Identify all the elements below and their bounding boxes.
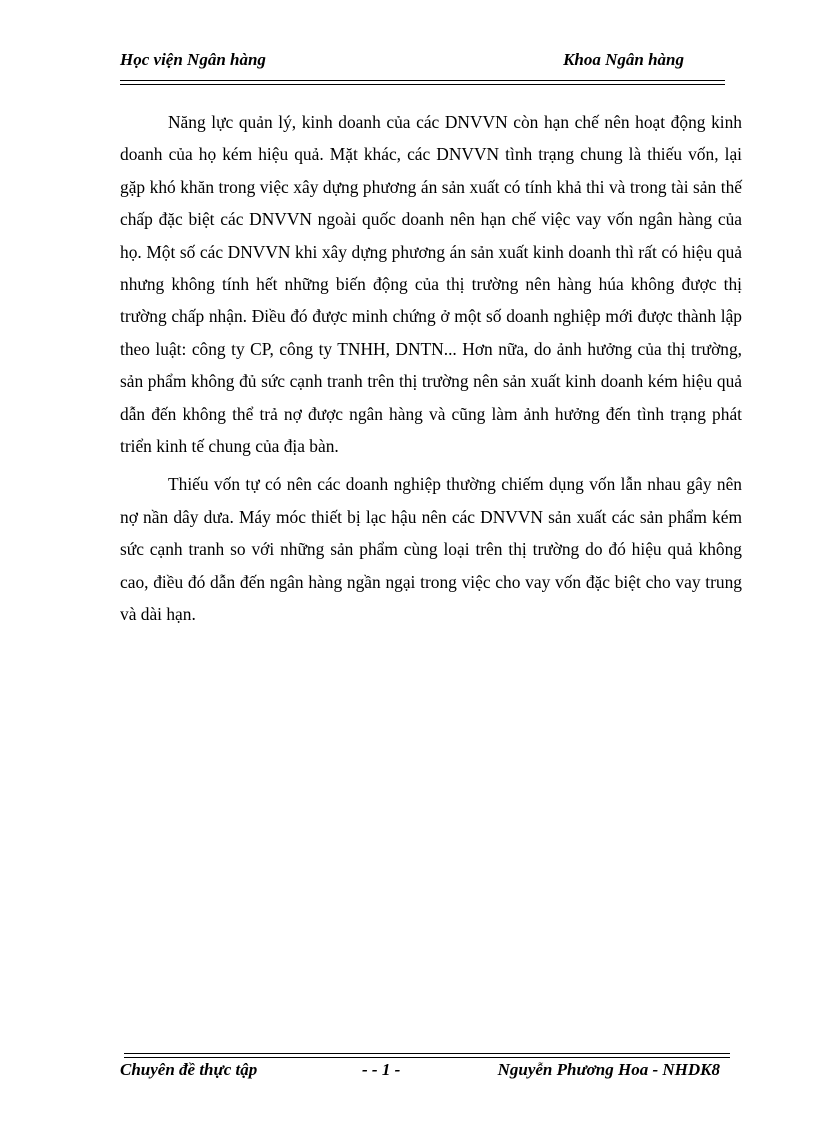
header-department: Khoa Ngân hàng	[563, 50, 684, 69]
document-body	[120, 106, 742, 637]
footer-report-title: Chuyên đề thực tập	[120, 1060, 258, 1079]
page-header	[120, 50, 725, 74]
footer-page-number: - - 1 -	[362, 1060, 401, 1079]
footer-author: Nguyễn Phương Hoa - NHDK8	[497, 1060, 720, 1079]
page-footer	[120, 1060, 730, 1084]
footer-divider	[124, 1053, 730, 1058]
body-paragraph-2: Thiếu vốn tự có nên các doanh nghiệp thường chiếm dụng vốn lẫn nhau gây nên nợ nần dây dưa. Máy móc thiết bị lạc hậu nên các DNVVN sản xuất các sản phẩm kém sức cạnh tranh so với những sản phẩm cùng loại trên thị trường do đó hiệu quả không cao, điều đó dẫn đến ngân hàng ngần ngại trong việc cho vay vốn đặc biệt cho vay trung và dài hạn.	[120, 474, 742, 625]
header-divider	[120, 80, 725, 85]
body-paragraph-1: Năng lực quản lý, kinh doanh của các DNVVN còn hạn chế nên hoạt động kinh doanh của họ kém hiệu quả. Mặt khác, các DNVVN tình trạng chung là thiếu vốn, lại gặp khó khăn trong việc xây dựng phương án sản xuất có tính khả thi và trong tài sản thế chấp đặc biệt các DNVVN ngoài quốc doanh nên hạn chế việc vay vốn ngân hàng của họ. Một số các DNVVN khi xây dựng phương án sản xuất kinh doanh thì rất có hiệu quả nhưng không tính hết những biến động của thị trường nên hàng húa không được thị trường chấp nhận. Điều đó được minh chứng ở một số doanh nghiệp mới được thành lập theo luật: công ty CP, công ty TNHH, DNTN... Hơn nữa, do ảnh hưởng của thị trường, sản phẩm không đủ sức cạnh tranh trên thị trường nên sản xuất kinh doanh kém hiệu quả dẫn đến không thể trả nợ được ngân hàng và cũng làm ảnh hưởng đến tình trạng phát triển kinh tế chung của địa bàn.	[120, 112, 742, 457]
header-institution: Học viện Ngân hàng	[120, 50, 266, 69]
